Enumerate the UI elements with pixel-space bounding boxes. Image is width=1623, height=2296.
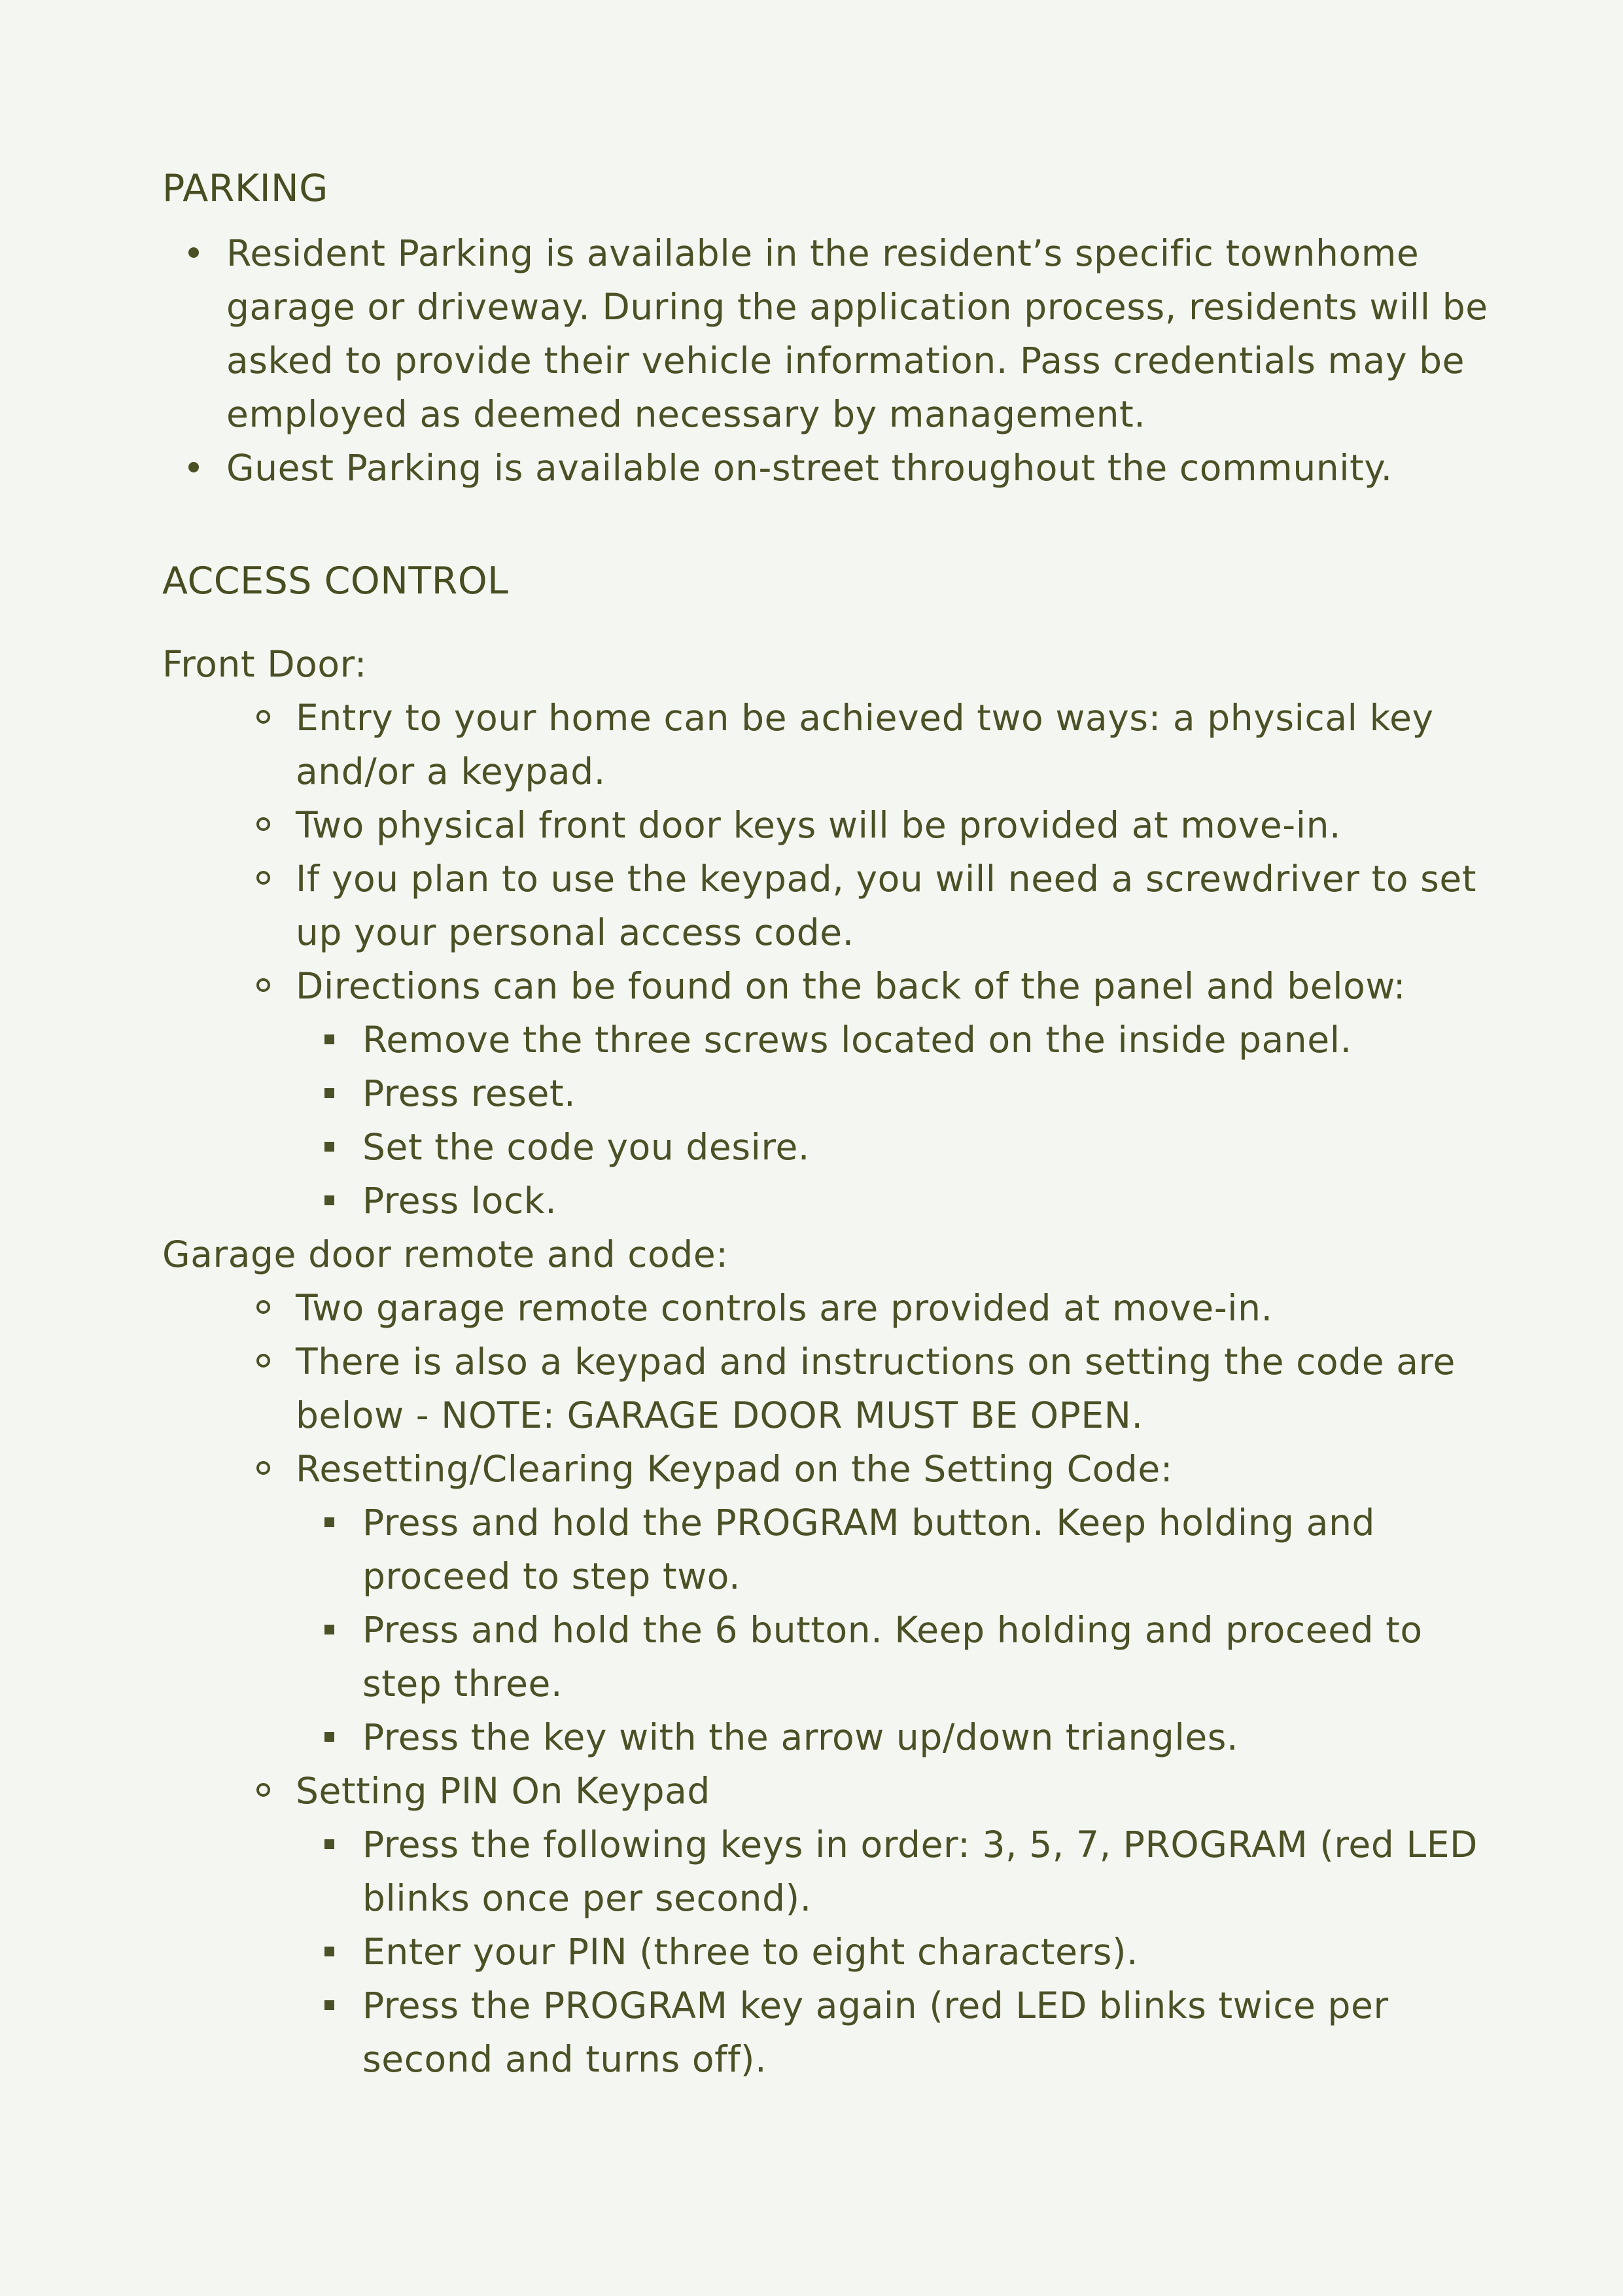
parking-heading: PARKING [162, 167, 328, 210]
list-item [230, 1442, 1492, 1764]
parking-list [162, 226, 1492, 495]
list-item: If you plan to use the keypad, you will need a screwdriver to set up your personal access code. [230, 852, 1492, 959]
list-item: Press the following keys in order: 3, 5, 7, PROGRAM (red LED blinks once per second). [296, 1818, 1492, 1925]
front-door-list [230, 691, 1492, 1227]
list-item: Press lock. [296, 1174, 1492, 1227]
list-item: Two physical front door keys will be provided at move-in. [230, 798, 1492, 852]
resetting-steps [296, 1496, 1492, 1764]
directions-intro: Directions can be found on the back of the panel and below: [296, 965, 1406, 1007]
directions-steps [296, 1013, 1492, 1227]
list-item: Press and hold the PROGRAM button. Keep holding and proceed to step two. [296, 1496, 1492, 1603]
list-item: Press the key with the arrow up/down triangles. [296, 1710, 1492, 1764]
pin-intro: Setting PIN On Keypad [296, 1770, 710, 1812]
garage-list [230, 1281, 1492, 2086]
list-item: Set the code you desire. [296, 1120, 1492, 1174]
list-item: Enter your PIN (three to eight characters). [296, 1925, 1492, 1979]
list-item: Resident Parking is available in the resident’s specific townhome garage or driveway. During the application process, residents will be asked to provide their vehicle information. Pass credentials may be employed as deemed necessary by management. [162, 226, 1492, 441]
list-item: Entry to your home can be achieved two ways: a physical key and/or a keypad. [230, 691, 1492, 798]
list-item: Two garage remote controls are provided at move-in. [230, 1281, 1492, 1335]
list-item: Remove the three screws located on the inside panel. [296, 1013, 1492, 1067]
resetting-intro: Resetting/Clearing Keypad on the Setting Code: [296, 1448, 1173, 1490]
front-door-label: Front Door: [162, 643, 368, 685]
list-item [230, 959, 1492, 1227]
list-item [230, 1764, 1492, 2086]
pin-steps [296, 1818, 1492, 2086]
list-item: Press reset. [296, 1067, 1492, 1120]
list-item: There is also a keypad and instructions on setting the code are below - NOTE: GARAGE DOOR MUST BE OPEN. [230, 1335, 1492, 1442]
list-item: Guest Parking is available on-street throughout the community. [162, 441, 1492, 495]
list-item: Press the PROGRAM key again (red LED blinks twice per second and turns off). [296, 1979, 1492, 2086]
access-control-heading: ACCESS CONTROL [162, 559, 509, 603]
garage-label: Garage door remote and code: [162, 1233, 729, 1275]
list-item: Press and hold the 6 button. Keep holding and proceed to step three. [296, 1603, 1492, 1710]
